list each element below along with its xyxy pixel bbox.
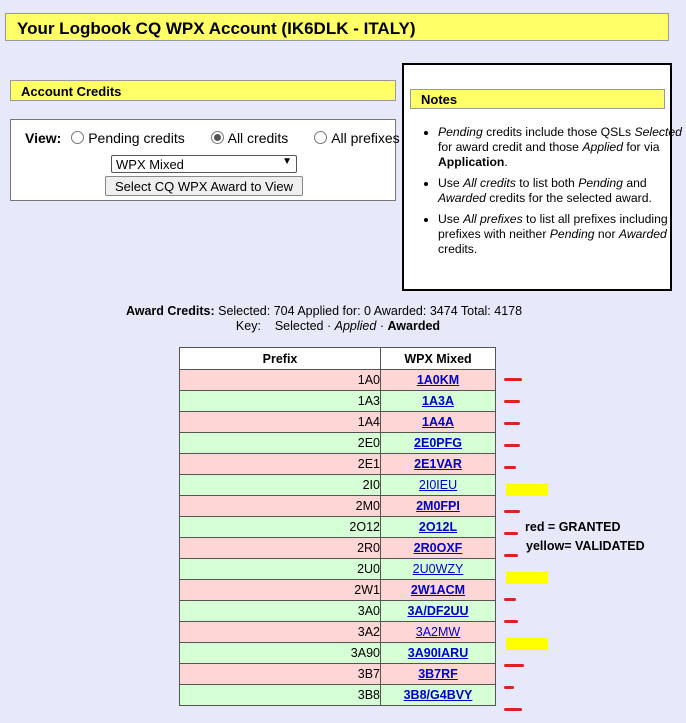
callsign-cell	[381, 433, 496, 454]
prefix-cell: 2W1	[180, 580, 381, 601]
radio-all-credits[interactable]	[211, 131, 224, 144]
callsign-link[interactable]: 2U0WZY	[412, 562, 464, 576]
callsign-cell	[381, 412, 496, 433]
callsign-link[interactable]: 2I0IEU	[418, 478, 458, 492]
red-granted-mark	[504, 708, 522, 711]
callsign-link[interactable]: 2R0OXF	[413, 541, 463, 555]
view-options	[25, 130, 416, 146]
notes-text: nor	[594, 227, 619, 241]
legend-yellow-validated: yellow= VALIDATED	[526, 539, 645, 553]
column-header-wpx-mixed: WPX Mixed	[381, 348, 496, 370]
table-row	[180, 559, 496, 580]
table-row	[180, 601, 496, 622]
notes-list	[416, 125, 686, 263]
notes-text: for via	[622, 140, 660, 154]
callsign-cell	[381, 370, 496, 391]
notes-text: Awarded	[438, 191, 486, 205]
notes-text: Application	[438, 155, 505, 169]
table-row	[180, 433, 496, 454]
key-applied: Applied	[334, 319, 377, 333]
prefix-cell: 2O12	[180, 517, 381, 538]
notes-text: credits include those QSLs	[482, 125, 635, 139]
radio-label-all-prefixes[interactable]: All prefixes	[331, 130, 400, 146]
prefix-cell: 1A4	[180, 412, 381, 433]
table-row	[180, 370, 496, 391]
notes-heading: Notes	[410, 89, 665, 109]
red-granted-mark	[504, 444, 520, 447]
notes-text: All prefixes	[463, 212, 523, 226]
callsign-link[interactable]: 2O12L	[418, 520, 458, 534]
radio-pending-credits[interactable]	[71, 131, 84, 144]
table-row	[180, 475, 496, 496]
notes-text: .	[504, 155, 508, 169]
table-row	[180, 517, 496, 538]
prefix-cell: 2I0	[180, 475, 381, 496]
notes-text: Use	[438, 176, 464, 190]
yellow-validated-mark	[506, 484, 548, 496]
yellow-validated-mark	[506, 572, 548, 584]
radio-all-prefixes[interactable]	[314, 131, 327, 144]
notes-item	[438, 176, 686, 206]
notes-panel	[402, 63, 682, 291]
legend-red-granted: red = GRANTED	[525, 520, 621, 534]
page-title: Your Logbook CQ WPX Account (IK6DLK - ITALY)	[5, 13, 669, 41]
notes-text: to list all prefixes including prefixes with neither	[438, 212, 668, 241]
red-granted-mark	[504, 378, 522, 381]
callsign-cell	[381, 475, 496, 496]
notes-item	[438, 212, 686, 257]
callsign-cell	[381, 496, 496, 517]
prefix-cell: 3A2	[180, 622, 381, 643]
red-granted-mark	[504, 598, 516, 601]
account-credits-heading: Account Credits	[10, 80, 396, 101]
notes-text: and	[622, 176, 647, 190]
award-select-value: WPX Mixed	[116, 157, 184, 172]
prefix-cell: 2U0	[180, 559, 381, 580]
table-row	[180, 538, 496, 559]
callsign-cell	[381, 601, 496, 622]
key-selected: Selected	[274, 319, 324, 333]
notes-text: to list both	[515, 176, 579, 190]
callsign-cell	[381, 580, 496, 601]
notes-text: Pending	[438, 125, 483, 139]
red-granted-mark	[504, 554, 518, 557]
callsign-cell	[381, 643, 496, 664]
award-credits-totals: Selected: 704 Applied for: 0 Awarded: 3474 Total: 4178	[218, 304, 523, 318]
callsign-cell	[381, 517, 496, 538]
prefix-cell: 1A3	[180, 391, 381, 412]
callsign-link[interactable]: 3A2MW	[415, 625, 461, 639]
notes-text: credits.	[438, 242, 478, 256]
award-credits-label: Award Credits:	[125, 304, 215, 318]
key-awarded: Awarded	[387, 319, 441, 333]
table-row	[180, 496, 496, 517]
view-label: View:	[25, 130, 62, 146]
account-credits-panel	[10, 119, 400, 201]
table-row	[180, 580, 496, 601]
prefix-cell: 2M0	[180, 496, 381, 517]
callsign-cell	[381, 622, 496, 643]
table-row	[180, 622, 496, 643]
notes-text: Applied	[582, 140, 623, 154]
red-granted-mark	[504, 422, 520, 425]
table-row	[180, 412, 496, 433]
callsign-link[interactable]: 2W1ACM	[410, 583, 466, 597]
prefix-cell: 3A90	[180, 643, 381, 664]
table-row	[180, 643, 496, 664]
red-granted-mark	[504, 466, 516, 469]
table-row	[180, 685, 496, 706]
yellow-validated-mark	[506, 638, 548, 650]
callsign-link[interactable]: 1A4A	[422, 415, 454, 429]
callsign-link[interactable]: 2E0PFG	[414, 436, 462, 450]
callsign-cell	[381, 391, 496, 412]
prefix-cell: 2E1	[180, 454, 381, 475]
prefix-cell: 1A0	[180, 370, 381, 391]
red-granted-mark	[504, 532, 518, 535]
award-select[interactable]	[111, 155, 297, 173]
table-row	[180, 454, 496, 475]
key-separator: ·	[379, 319, 384, 333]
callsign-link[interactable]: 3A/DF2UU	[407, 604, 469, 618]
radio-label-pending[interactable]: Pending credits	[88, 130, 185, 146]
prefix-cell: 3B7	[180, 664, 381, 685]
callsign-cell	[381, 685, 496, 706]
callsign-cell	[381, 559, 496, 580]
table-row	[180, 664, 496, 685]
callsign-link[interactable]: 2M0FPI	[416, 499, 460, 513]
notes-text: Pending	[578, 176, 623, 190]
callsign-link[interactable]: 1A0KM	[416, 373, 460, 387]
callsign-link[interactable]: 1A3A	[422, 394, 454, 408]
red-granted-mark	[504, 400, 520, 403]
prefix-cell: 2R0	[180, 538, 381, 559]
callsign-link[interactable]: 3B7RF	[418, 667, 458, 681]
prefix-cell: 2E0	[180, 433, 381, 454]
prefix-cell: 3B8	[180, 685, 381, 706]
red-granted-mark	[504, 686, 514, 689]
notes-text: Selected	[634, 125, 682, 139]
select-award-button[interactable]: Select CQ WPX Award to View	[105, 176, 303, 196]
column-header-prefix: Prefix	[180, 348, 381, 370]
notes-text: credits for the selected award.	[485, 191, 652, 205]
award-table	[179, 347, 496, 706]
red-granted-mark	[504, 510, 520, 513]
callsign-cell	[381, 538, 496, 559]
prefix-cell: 3A0	[180, 601, 381, 622]
radio-label-all-credits[interactable]: All credits	[227, 130, 289, 146]
key-label: Key:	[235, 319, 261, 333]
notes-text: for award credit and those	[438, 140, 583, 154]
key-separator: ·	[326, 319, 332, 333]
callsign-cell	[381, 454, 496, 475]
award-credits-summary	[0, 304, 676, 334]
callsign-link[interactable]: 3A90IARU	[407, 646, 469, 660]
callsign-link[interactable]: 3B8/G4BVY	[403, 688, 473, 702]
red-granted-mark	[504, 620, 518, 623]
notes-text: All credits	[463, 176, 516, 190]
red-granted-mark	[504, 664, 524, 667]
notes-item	[438, 125, 686, 170]
table-row	[180, 391, 496, 412]
callsign-link[interactable]: 2E1VAR	[414, 457, 462, 471]
notes-text: Use	[438, 212, 464, 226]
notes-text: Awarded	[618, 227, 667, 241]
callsign-cell	[381, 664, 496, 685]
notes-text: Pending	[549, 227, 595, 241]
chevron-down-icon: ▼	[282, 156, 292, 167]
